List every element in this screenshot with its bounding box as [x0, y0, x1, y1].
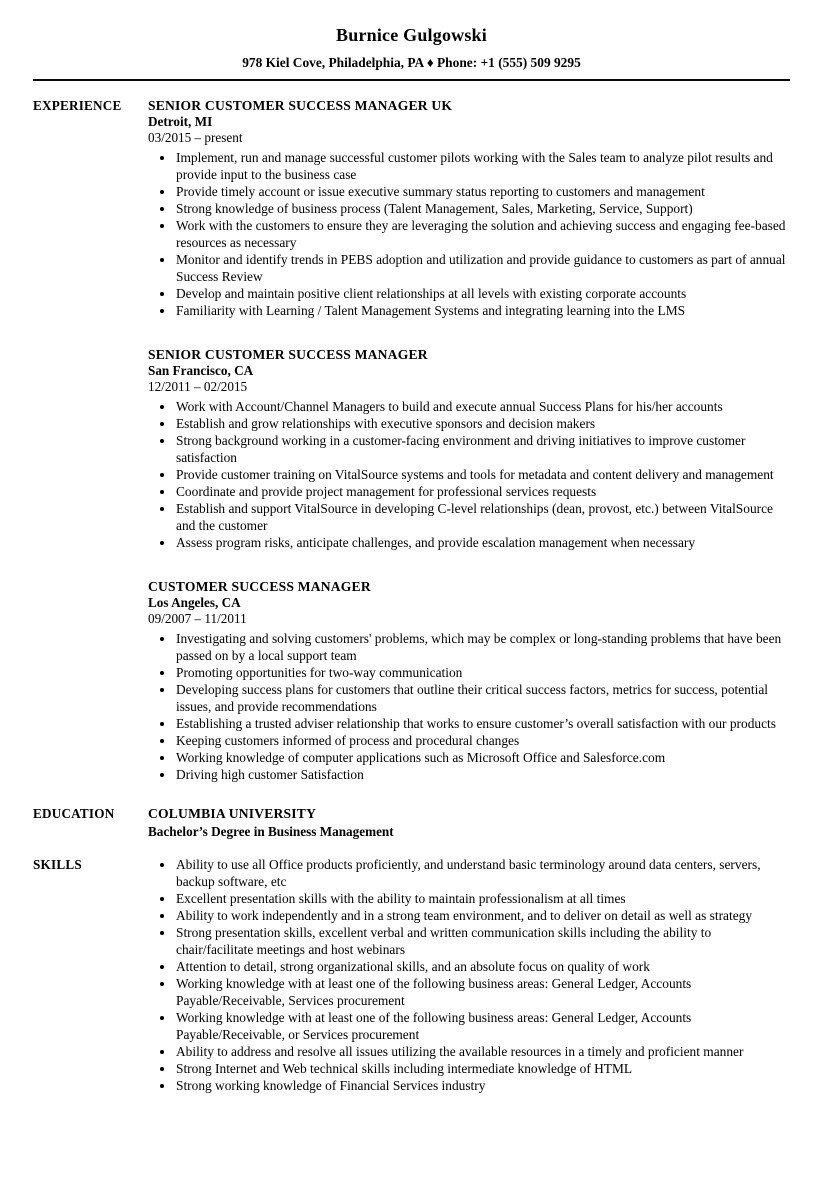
bullet-item: • Strong Internet and Web technical skills including intermediate knowledge of HTML	[175, 1060, 790, 1077]
skills-bullet-list	[148, 856, 790, 1094]
job-title: SENIOR CUSTOMER SUCCESS MANAGER UK	[148, 98, 453, 113]
bullet-item: • Implement, run and manage successful customer pilots working with the Sales team to analyze pilot results and provide input to the business case	[175, 149, 790, 183]
experience-section-label: EXPERIENCE	[33, 98, 122, 113]
bullet-item: • Familiarity with Learning / Talent Management Systems and integrating learning into the LMS	[175, 302, 790, 319]
job-location: San Francisco, CA	[148, 363, 254, 378]
bullet-item: • Establish and grow relationships with executive sponsors and decision makers	[175, 415, 790, 432]
bullet-item: • Working knowledge of computer applications such as Microsoft Office and Salesforce.com	[175, 749, 790, 766]
bullet-item: • Work with Account/Channel Managers to build and execute annual Success Plans for his/her accounts	[175, 398, 790, 415]
bullet-item: • Strong background working in a customer-facing environment and driving initiatives to improve customer satisfaction	[175, 432, 790, 466]
job-location: Los Angeles, CA	[148, 595, 241, 610]
section-skills	[33, 856, 790, 1094]
job-dates: 03/2015 – present	[148, 130, 243, 145]
bullet-item: • Ability to use all Office products proficiently, and understand basic terminology around data centers, servers, backup software, etc	[175, 856, 790, 890]
bullet-item: • Coordinate and provide project management for professional services requests	[175, 483, 790, 500]
skills-section-body	[148, 856, 790, 1094]
education-section-label: EDUCATION	[33, 806, 115, 821]
education-section-body	[148, 805, 790, 841]
bullet-item: • Keeping customers informed of process and procedural changes	[175, 732, 790, 749]
bullet-item: • Investigating and solving customers' problems, which may be complex or long-standing problems that have been passed on by a local support team	[175, 630, 790, 664]
experience-section-body	[148, 97, 790, 783]
bullet-item: • Strong working knowledge of Financial Services industry	[175, 1077, 790, 1094]
job-entry	[148, 97, 790, 319]
section-education	[33, 805, 790, 841]
bullet-item: • Provide timely account or issue executive summary status reporting to customers and management	[175, 183, 790, 200]
bullet-item: • Developing success plans for customers that outline their critical success factors, metrics for success, potential issues, and provide recommendations	[175, 681, 790, 715]
bullet-item: • Ability to address and resolve all issues utilizing the available resources in a timely and proficient manner	[175, 1043, 790, 1060]
education-school: COLUMBIA UNIVERSITY	[148, 806, 317, 821]
job-entry	[148, 346, 790, 551]
bullet-item: • Strong presentation skills, excellent verbal and written communication skills including the ability to chair/facilitate meetings and host webinars	[175, 924, 790, 958]
bullet-item: • Ability to work independently and in a strong team environment, and to deliver on detail as well as strategy	[175, 907, 790, 924]
bullet-item: • Strong knowledge of business process (Talent Management, Sales, Marketing, Service, Support)	[175, 200, 790, 217]
bullet-item: • Establish and support VitalSource in developing C-level relationships (dean, provost, etc.) between VitalSource and the customer	[175, 500, 790, 534]
job-bullet-list	[148, 149, 790, 319]
bullet-item: • Working knowledge with at least one of the following business areas: General Ledger, Accounts Payable/Receivable, Services procurement	[175, 975, 790, 1009]
bullet-item: • Driving high customer Satisfaction	[175, 766, 790, 783]
contact-line: 978 Kiel Cove, Philadelphia, PA ♦ Phone: +1 (555) 509 9295	[242, 55, 581, 70]
job-dates: 12/2011 – 02/2015	[148, 379, 248, 394]
education-degree: Bachelor’s Degree in Business Management	[148, 824, 394, 839]
bullet-item: • Provide customer training on VitalSource systems and tools for metadata and content delivery and management	[175, 466, 790, 483]
bullet-item: • Develop and maintain positive client relationships at all levels with existing corporate accounts	[175, 285, 790, 302]
bullet-item: • Promoting opportunities for two-way communication	[175, 664, 790, 681]
section-experience	[33, 97, 790, 783]
job-bullet-list	[148, 630, 790, 783]
job-dates: 09/2007 – 11/2011	[148, 611, 247, 626]
bullet-item: • Assess program risks, anticipate challenges, and provide escalation management when necessary	[175, 534, 790, 551]
job-title: SENIOR CUSTOMER SUCCESS MANAGER	[148, 347, 428, 362]
candidate-name: Burnice Gulgowski	[336, 25, 487, 45]
bullet-item: • Excellent presentation skills with the ability to maintain professionalism at all times	[175, 890, 790, 907]
bullet-item: • Monitor and identify trends in PEBS adoption and utilization and provide guidance to customers as part of annual Success Review	[175, 251, 790, 285]
header-divider	[33, 79, 790, 81]
job-bullet-list	[148, 398, 790, 551]
bullet-item: • Establishing a trusted adviser relationship that works to ensure customer’s overall satisfaction with our products	[175, 715, 790, 732]
job-title: CUSTOMER SUCCESS MANAGER	[148, 579, 371, 594]
bullet-item: • Working knowledge with at least one of the following business areas: General Ledger, Accounts Payable/Receivable, or Services procurement	[175, 1009, 790, 1043]
bullet-item: • Work with the customers to ensure they are leveraging the solution and achieving success and engaging fee-based resources as necessary	[175, 217, 790, 251]
job-location: Detroit, MI	[148, 114, 213, 129]
job-entry	[148, 578, 790, 783]
skills-section-label: SKILLS	[33, 857, 82, 872]
bullet-item: • Attention to detail, strong organizational skills, and an absolute focus on quality of work	[175, 958, 790, 975]
